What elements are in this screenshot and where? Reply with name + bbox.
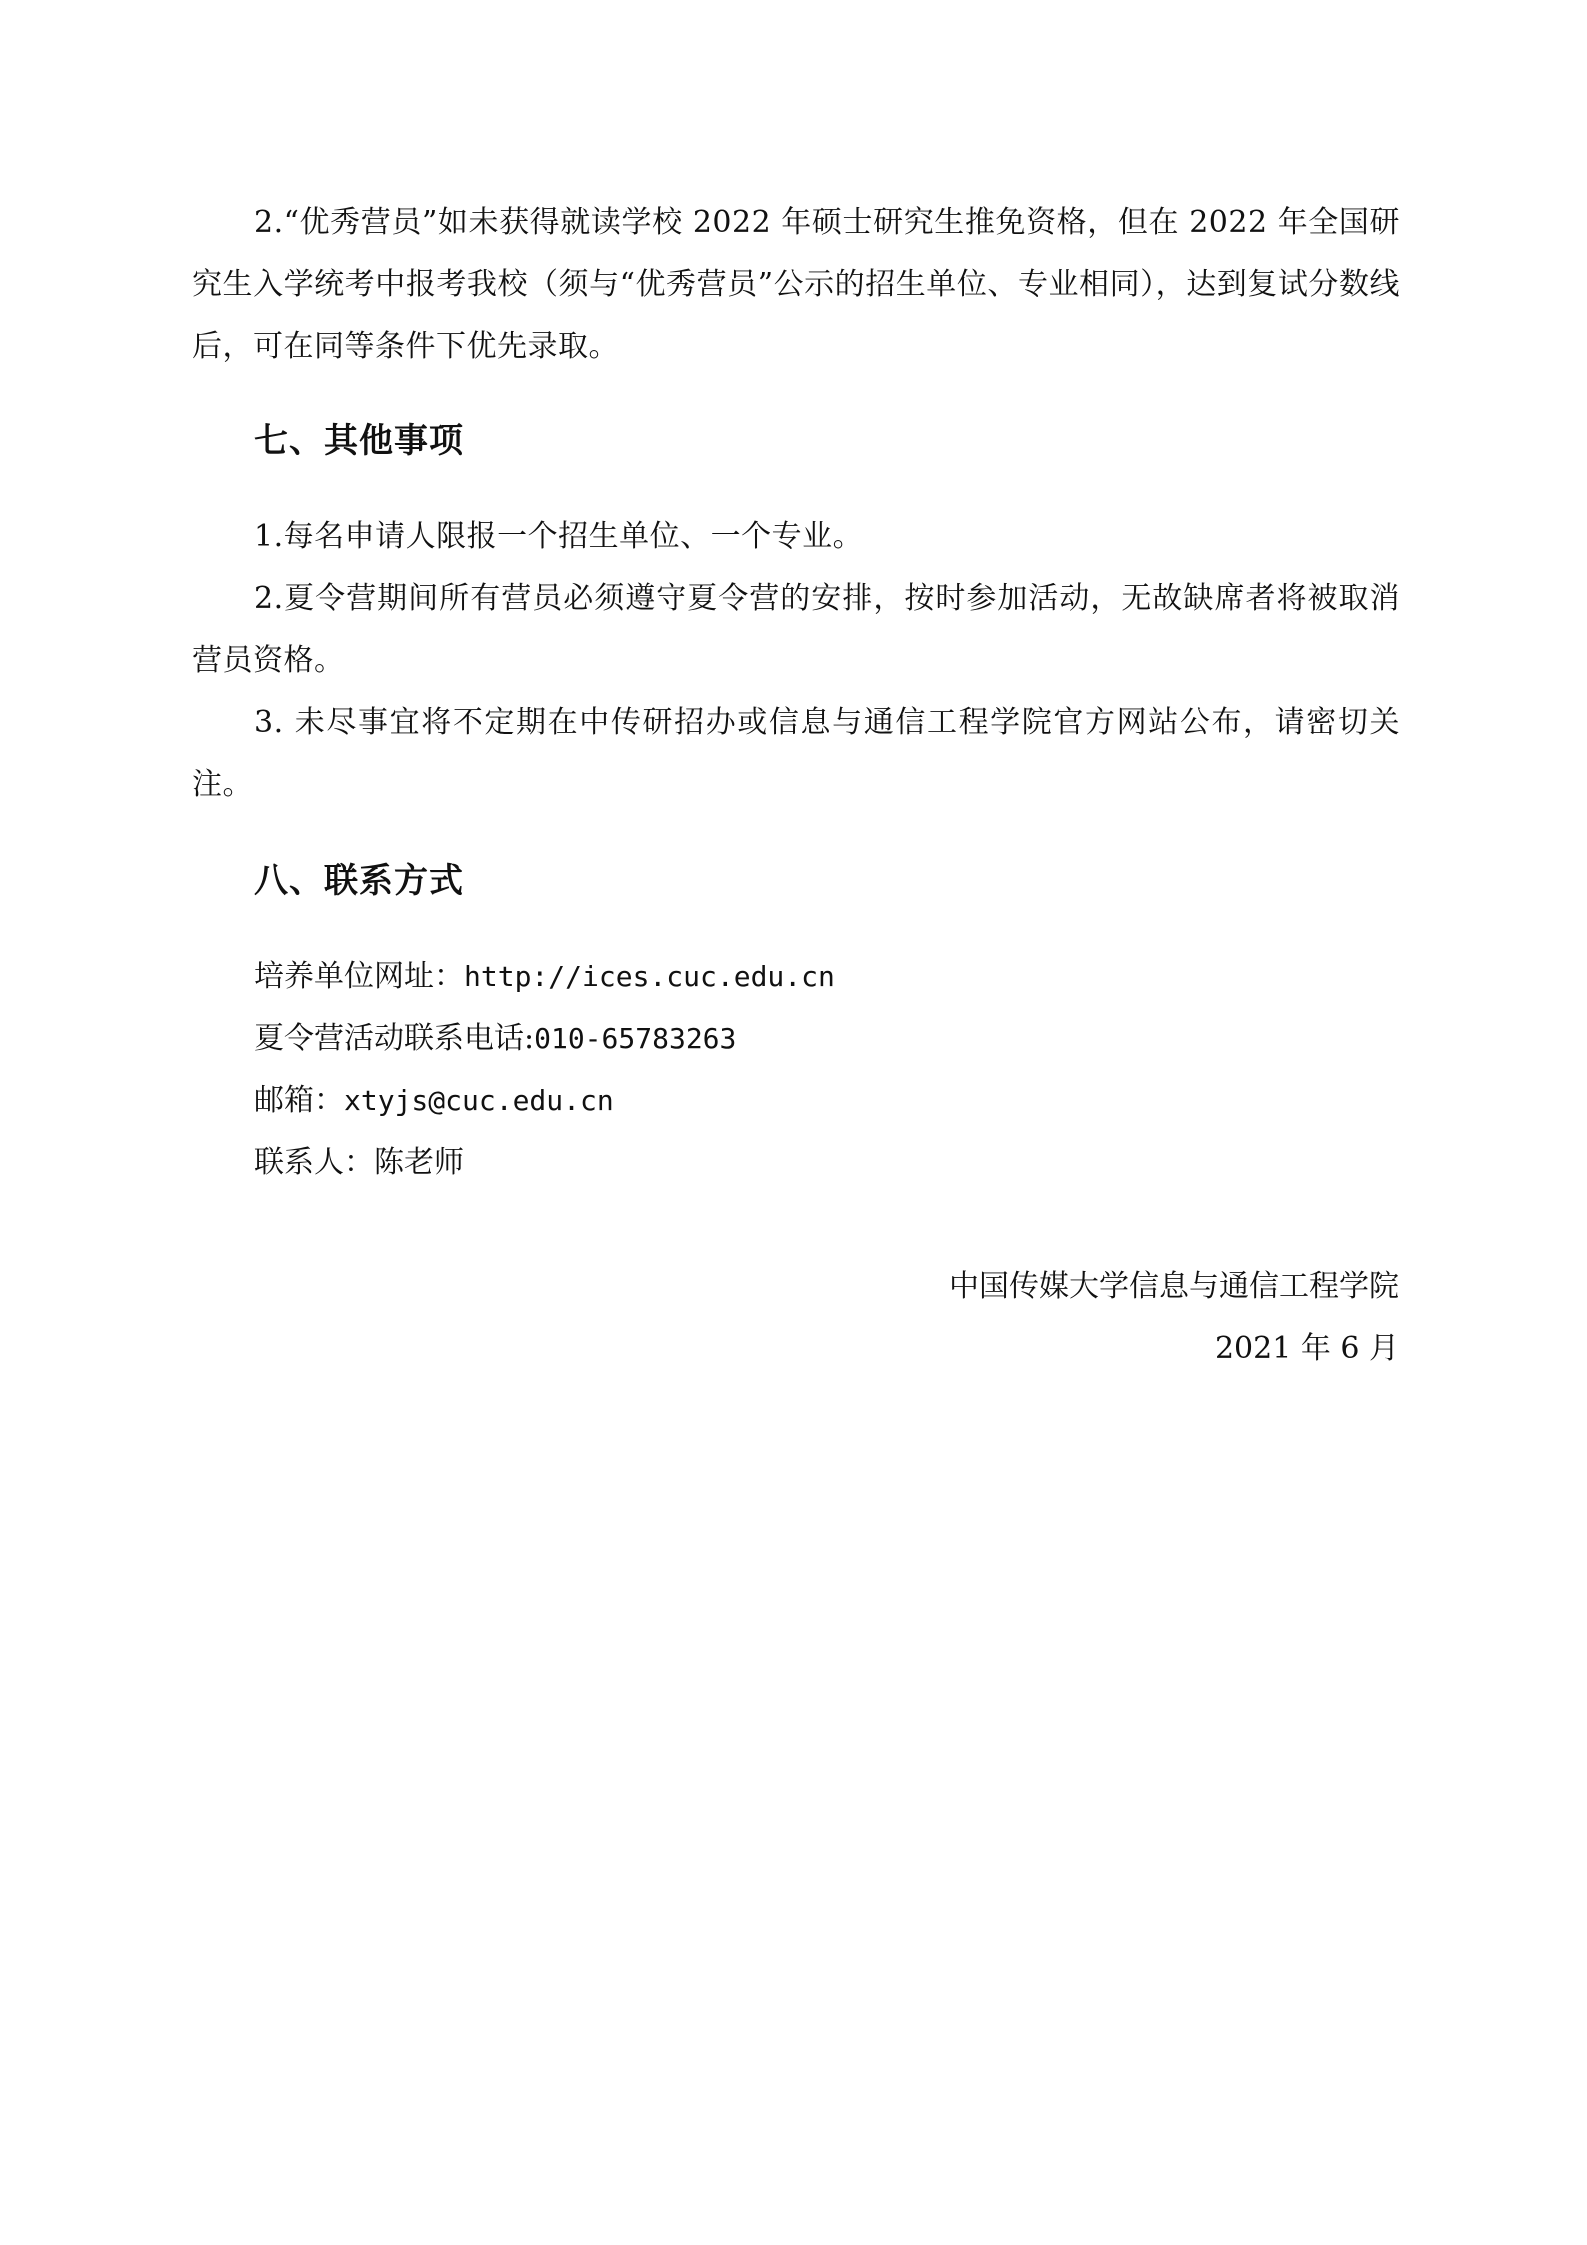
contact-line — [254, 1138, 464, 1188]
signature-date: 2021 年 6 月 — [1214, 1331, 1399, 1366]
email-link[interactable]: xtyjs@cuc.edu.cn — [344, 1084, 614, 1117]
website-label: 培养单位网址： — [254, 959, 464, 994]
section6-item2: 2.“优秀营员”如未获得就读学校 2022 年硕士研究生推免资格，但在 2022 年全国研究生入学统考中报考我校（须与“优秀营员”公示的招生单位、专业相同），达到复试分数线后，可在同等条件下优先录取。 — [192, 205, 1400, 364]
phone-label: 夏令营活动联系电话: — [254, 1021, 535, 1056]
website-link[interactable]: http://ices.cuc.edu.cn — [464, 960, 835, 993]
signature-org: 中国传媒大学信息与通信工程学院 — [949, 1269, 1399, 1304]
section7-heading: 七、其他事项 — [254, 421, 464, 461]
section7-item3: 3. 未尽事宜将不定期在中传研招办或信息与通信工程学院官方网站公布，请密切关注。 — [192, 705, 1400, 802]
contact-value: 陈老师 — [374, 1145, 464, 1180]
phone-line — [254, 1014, 736, 1064]
section8-heading: 八、联系方式 — [254, 861, 464, 901]
section7-item1: 1.每名申请人限报一个招生单位、一个专业。 — [254, 519, 864, 554]
section7-item2: 2.夏令营期间所有营员必须遵守夏令营的安排，按时参加活动，无故缺席者将被取消营员资格。 — [192, 581, 1400, 678]
email-line — [254, 1076, 614, 1126]
phone-value: 010-65783263 — [534, 1022, 737, 1055]
email-label: 邮箱： — [254, 1083, 344, 1118]
website-line — [254, 952, 835, 1002]
contact-label: 联系人： — [254, 1145, 374, 1180]
